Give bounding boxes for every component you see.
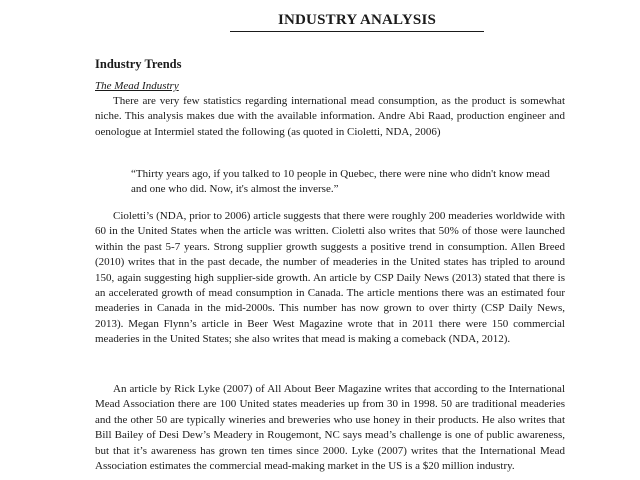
section-heading: Industry Trends [95,57,182,71]
block-quote: “Thirty years ago, if you talked to 10 people in Quebec, there were nine who didn't know mead and one who did. Now, it's almost the inverse.” [131,168,550,196]
paragraph-3: An article by Rick Lyke (2007) of All About Beer Magazine writes that according to the International Mead Association there are 100 United states meaderies up from 30 in 1998. 50 are traditional meaderies and the other 50 are typically wineries and breweries who use honey in their products. He also writes that Bill Bailey of Desi Dew’s Meadery in Rougemont, NC says mead’s challenge is one of public awareness, but that it’s awareness has grown ten times since 2000. Lyke (2007) writes that the International Mead Association estimates the commercial mead-making market in the US is a $20 million industry. [95,383,565,473]
document-title: INDUSTRY ANALYSIS [230,12,484,32]
paragraph-1: There are very few statistics regarding international mead consumption, as the product is somewhat niche. This analysis makes due with the available information. Andre Abi Raad, production engineer and oenologue at Intermiel stated the following (as quoted in Cioletti, NDA, 2006) [95,95,565,138]
subheading: The Mead Industry [95,80,179,92]
paragraph-2: Cioletti’s (NDA, prior to 2006) article suggests that there were roughly 200 meaderies worldwide with 60 in the United States when the article was written. Cioletti also writes that 50% of those were launched within the past 5-7 years. Strong supplier growth suggests a positive trend in consumption. Allen Breed (2010) writes that in the past decade, the number of meaderies in the United states has tripled to around 150, again suggesting high supplier-side growth. An article by CSP Daily News (2013) stated that there is an accelerated growth of mead consumption in Canada. The article mentions there was an estimated four meaderies in Canada in the mid-2000s. This number has now grown to over thirty (CSP Daily News, 2013). Megan Flynn’s article in Beer West Magazine wrote that in 2011 there were 150 commercial meaderies in the United States; she also writes that mead is making a comeback (NDA, 2012). [95,210,565,346]
